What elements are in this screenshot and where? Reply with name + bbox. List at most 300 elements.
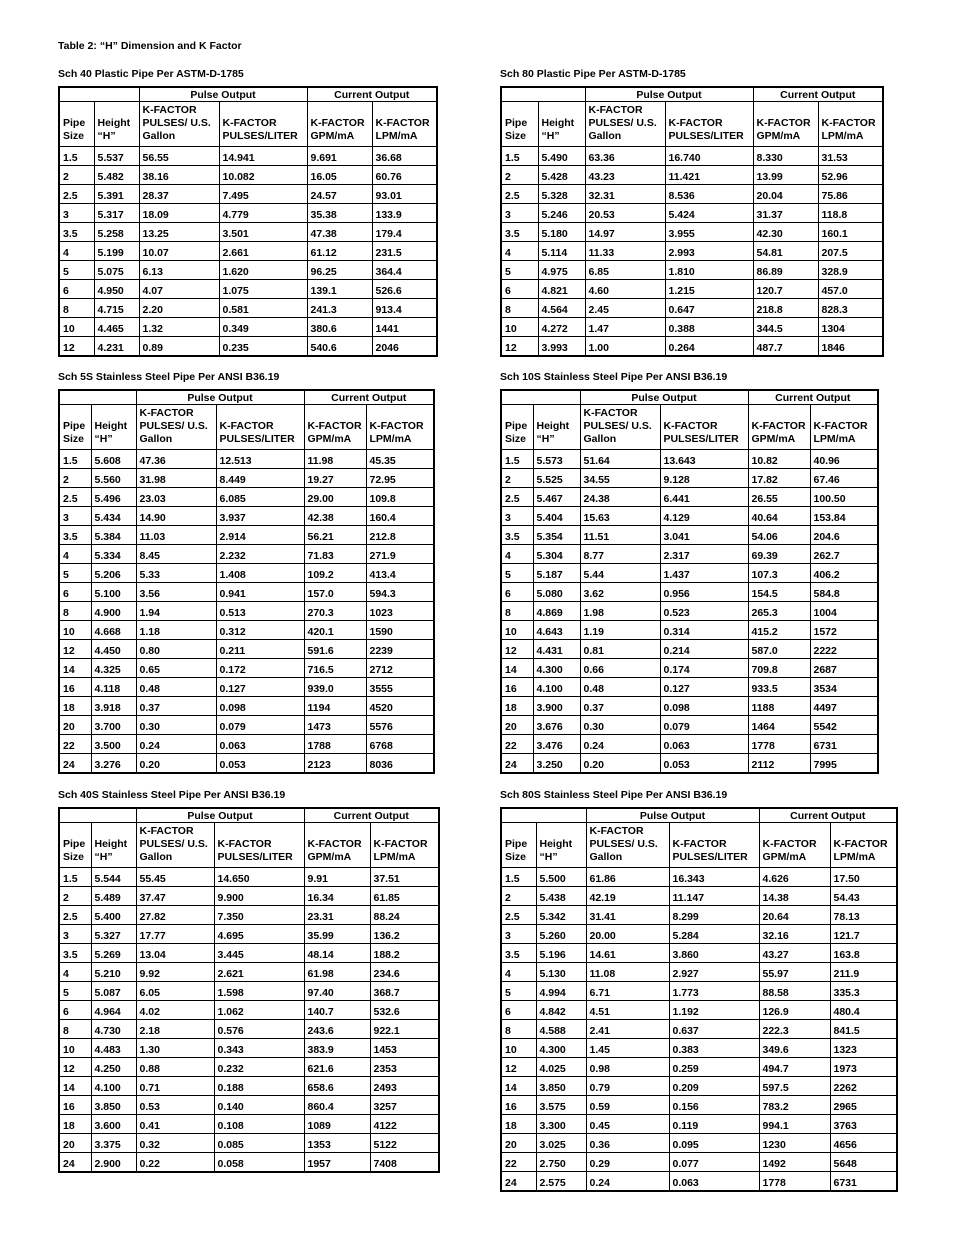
table-cell: 19.27	[304, 469, 366, 488]
table-cell: 24	[501, 1172, 536, 1192]
table-cell: 3	[501, 925, 536, 944]
table-cell: 4.450	[91, 640, 136, 659]
table-cell: 1.810	[665, 261, 753, 280]
table-cell: 20	[501, 1134, 536, 1153]
table-cell: 12	[59, 1058, 91, 1077]
table-cell: 20.00	[586, 925, 669, 944]
table-cell: 12.513	[216, 450, 304, 469]
header-line: GPM/mA	[756, 130, 801, 142]
table-cell: 1.19	[580, 621, 660, 640]
table-row	[501, 1001, 897, 1020]
table-block-sch40s-steel	[58, 789, 440, 1173]
table-cell: 0.343	[214, 1039, 304, 1058]
column-header-row	[59, 823, 439, 868]
table-cell: 20.64	[759, 906, 830, 925]
table-cell: 1973	[830, 1058, 897, 1077]
table-cell: 120.7	[753, 280, 818, 299]
table-cell: 4520	[366, 697, 434, 716]
table-cell: 262.7	[810, 545, 878, 564]
table-cell: 2123	[304, 754, 366, 774]
table-cell: 2712	[366, 659, 434, 678]
table-row	[501, 488, 878, 507]
table-cell: 335.3	[830, 982, 897, 1001]
table-cell: 1230	[759, 1134, 830, 1153]
table-cell: 6	[59, 1001, 91, 1020]
table-cell: 2.45	[585, 299, 665, 318]
header-line: K-FACTOR	[369, 420, 424, 432]
table-cell: 35.99	[304, 925, 370, 944]
table-cell: 1.437	[660, 564, 748, 583]
table-cell: 5.328	[538, 185, 585, 204]
table-cell: 1778	[759, 1172, 830, 1192]
table-cell: 271.9	[366, 545, 434, 564]
table-cell: 0.235	[219, 337, 307, 357]
table-row	[501, 982, 897, 1001]
table-cell: 4.431	[533, 640, 580, 659]
header-line: K-FACTOR	[762, 838, 817, 850]
table-cell: 1.32	[139, 318, 219, 337]
table-cell: 13.99	[753, 166, 818, 185]
table-cell: 56.21	[304, 526, 366, 545]
table-cell: 709.8	[748, 659, 810, 678]
table-cell: 0.956	[660, 583, 748, 602]
table-cell: 118.8	[818, 204, 883, 223]
table-cell: 47.36	[136, 450, 216, 469]
table-cell: 0.647	[665, 299, 753, 318]
table-cell: 10.07	[139, 242, 219, 261]
header-line: GPM/mA	[762, 851, 807, 863]
table-cell: 2.20	[139, 299, 219, 318]
table-cell: 6	[59, 583, 91, 602]
header-line: K-FACTOR	[222, 117, 277, 129]
table-cell: 5.304	[533, 545, 580, 564]
table-cell: 3.250	[533, 754, 580, 774]
k-factor-gpm-header	[304, 405, 366, 450]
table-cell: 0.24	[586, 1172, 669, 1192]
k-factor-lpm-header	[366, 405, 434, 450]
header-line: Gallon	[583, 433, 617, 445]
table-cell: 0.81	[580, 640, 660, 659]
table-cell: 0.214	[660, 640, 748, 659]
header-line: LPM/mA	[821, 130, 864, 142]
table-cell: 5.400	[91, 906, 136, 925]
table-cell: 1353	[304, 1134, 370, 1153]
table-cell: 93.01	[372, 185, 437, 204]
table-cell: 75.86	[818, 185, 883, 204]
table-row	[59, 1115, 439, 1134]
table-cell: 6.71	[586, 982, 669, 1001]
header-line: PULSES/ U.S.	[589, 838, 658, 850]
table-cell: 1.773	[669, 982, 759, 1001]
header-line: PULSES/ U.S.	[583, 420, 652, 432]
table-row	[59, 147, 437, 166]
table-cell: 328.9	[818, 261, 883, 280]
table-cell: 11.421	[665, 166, 753, 185]
table-cell: 121.7	[830, 925, 897, 944]
table-cell: 71.83	[304, 545, 366, 564]
table-cell: 2.41	[586, 1020, 669, 1039]
table-cell: 349.6	[759, 1039, 830, 1058]
table-row	[501, 735, 878, 754]
table-cell: 783.2	[759, 1096, 830, 1115]
table-row	[501, 621, 878, 640]
table-cell: 16	[59, 1096, 91, 1115]
header-line: Pipe	[63, 838, 86, 850]
header-line: PULSES/LITER	[663, 433, 739, 445]
table-cell: 8036	[366, 754, 434, 774]
table-cell: 5.489	[91, 887, 136, 906]
table-cell: 2.575	[536, 1172, 586, 1192]
table-row	[501, 1172, 897, 1192]
table-cell: 0.077	[669, 1153, 759, 1172]
table-row	[59, 1077, 439, 1096]
table-cell: 5.467	[533, 488, 580, 507]
table-cell: 0.98	[586, 1058, 669, 1077]
table-cell: 13.25	[139, 223, 219, 242]
table-cell: 61.86	[586, 868, 669, 887]
table-cell: 5.482	[94, 166, 139, 185]
table-cell: 0.53	[136, 1096, 214, 1115]
k-factor-gallon-header	[580, 405, 660, 450]
table-row	[59, 564, 434, 583]
table-cell: 20.53	[585, 204, 665, 223]
table-cell: 4	[59, 242, 94, 261]
table-cell: 20	[59, 1134, 91, 1153]
table-cell: 24	[59, 754, 91, 774]
table-cell: 24.38	[580, 488, 660, 507]
header-line: Height	[536, 420, 570, 432]
table-cell: 36.68	[372, 147, 437, 166]
table-cell: 5.196	[536, 944, 586, 963]
table-cell: 2	[501, 887, 536, 906]
table-cell: 0.053	[216, 754, 304, 774]
table-cell: 5.608	[91, 450, 136, 469]
pipe-size-header	[59, 405, 91, 450]
table-cell: 5	[59, 261, 94, 280]
table-cell: 88.24	[370, 906, 439, 925]
table-cell: 14.38	[759, 887, 830, 906]
table-cell: 17.82	[748, 469, 810, 488]
header-line: Pipe	[63, 117, 86, 129]
table-row	[501, 1153, 897, 1172]
table-cell: 5.560	[91, 469, 136, 488]
table-cell: 0.29	[586, 1153, 669, 1172]
table-cell: 109.2	[304, 564, 366, 583]
k-factor-liter-header	[214, 823, 304, 868]
table-cell: 2	[501, 166, 538, 185]
pipe-size-header	[59, 823, 91, 868]
table-cell: 8	[59, 299, 94, 318]
table-cell: 1.5	[501, 868, 536, 887]
header-line: PULSES/LITER	[672, 851, 748, 863]
table-row	[501, 223, 883, 242]
table-row	[59, 337, 437, 357]
table-cell: 29.00	[304, 488, 366, 507]
table-cell: 591.6	[304, 640, 366, 659]
table-cell: 211.9	[830, 963, 897, 982]
height-header	[91, 823, 136, 868]
table-cell: 0.058	[214, 1153, 304, 1173]
table-cell: 31.98	[136, 469, 216, 488]
table-cell: 8	[59, 1020, 91, 1039]
pipe-size-header	[501, 405, 533, 450]
table-cell: 3	[59, 204, 94, 223]
k-factor-table	[58, 86, 438, 357]
table-cell: 4.100	[533, 678, 580, 697]
table-cell: 0.71	[136, 1077, 214, 1096]
table-block-sch80-plastic	[500, 68, 884, 357]
table-cell: 716.5	[304, 659, 366, 678]
table-cell: 0.36	[586, 1134, 669, 1153]
table-cell: 55.45	[136, 868, 214, 887]
k-factor-gpm-header	[307, 102, 372, 147]
table-cell: 364.4	[372, 261, 437, 280]
table-row	[501, 280, 883, 299]
table-cell: 2.5	[59, 906, 91, 925]
table-cell: 587.0	[748, 640, 810, 659]
table-cell: 1.30	[136, 1039, 214, 1058]
table-cell: 0.174	[660, 659, 748, 678]
group-header-row	[501, 390, 878, 405]
table-cell: 42.19	[586, 887, 669, 906]
table-cell: 1023	[366, 602, 434, 621]
table-cell: 4.626	[759, 868, 830, 887]
table-cell: 13.643	[660, 450, 748, 469]
pulse-output-header: Pulse Output	[585, 87, 753, 102]
table-cell: 2.750	[536, 1153, 586, 1172]
table-cell: 4.643	[533, 621, 580, 640]
table-cell: 5.500	[536, 868, 586, 887]
table-cell: 8.449	[216, 469, 304, 488]
table-block-sch10s-steel	[500, 371, 879, 774]
table-row	[501, 318, 883, 337]
table-cell: 32.16	[759, 925, 830, 944]
current-output-header: Current Output	[307, 87, 437, 102]
header-line: PULSES/LITER	[219, 433, 295, 445]
table-cell: 10	[59, 1039, 91, 1058]
current-output-header: Current Output	[304, 390, 434, 405]
table-cell: 2239	[366, 640, 434, 659]
table-cell: 4.964	[91, 1001, 136, 1020]
table-cell: 0.349	[219, 318, 307, 337]
header-line: Size	[63, 130, 85, 142]
table-cell: 14.650	[214, 868, 304, 887]
table-cell: 207.5	[818, 242, 883, 261]
table-cell: 11.08	[586, 963, 669, 982]
table-cell: 23.31	[304, 906, 370, 925]
table-cell: 1590	[366, 621, 434, 640]
table-cell: 40.64	[748, 507, 810, 526]
table-cell: 540.6	[307, 337, 372, 357]
table-cell: 4.465	[94, 318, 139, 337]
header-line: PULSES/ U.S.	[588, 117, 657, 129]
table-cell: 3.860	[669, 944, 759, 963]
table-cell: 5.490	[538, 147, 585, 166]
table-cell: 136.2	[370, 925, 439, 944]
table-cell: 45.35	[366, 450, 434, 469]
table-cell: 3.900	[533, 697, 580, 716]
table-cell: 14	[501, 1077, 536, 1096]
table-cell: 8.536	[665, 185, 753, 204]
table-cell: 6	[59, 280, 94, 299]
table-cell: 18.09	[139, 204, 219, 223]
table-cell: 7408	[370, 1153, 439, 1173]
table-cell: 0.108	[214, 1115, 304, 1134]
table-cell: 5.44	[580, 564, 660, 583]
table-cell: 5.199	[94, 242, 139, 261]
table-row	[59, 450, 434, 469]
table-row	[59, 223, 437, 242]
table-cell: 27.82	[136, 906, 214, 925]
table-row	[59, 185, 437, 204]
group-header-blank	[59, 808, 136, 823]
table-cell: 1441	[372, 318, 437, 337]
table-row	[59, 925, 439, 944]
table-cell: 5.384	[91, 526, 136, 545]
table-row	[501, 1077, 897, 1096]
table-cell: 1.94	[136, 602, 216, 621]
table-cell: 86.89	[753, 261, 818, 280]
table-cell: 5.438	[536, 887, 586, 906]
table-cell: 5.317	[94, 204, 139, 223]
header-line: K-FACTOR	[310, 117, 365, 129]
table-cell: 1464	[748, 716, 810, 735]
header-line: GPM/mA	[307, 851, 352, 863]
table-cell: 0.22	[136, 1153, 214, 1173]
table-row	[501, 583, 878, 602]
table-row	[59, 735, 434, 754]
table-cell: 0.45	[586, 1115, 669, 1134]
table-cell: 8	[501, 1020, 536, 1039]
table-cell: 0.30	[136, 716, 216, 735]
table-cell: 3.918	[91, 697, 136, 716]
table-cell: 0.079	[216, 716, 304, 735]
table-cell: 5.391	[94, 185, 139, 204]
header-line: Gallon	[588, 130, 622, 142]
table-cell: 5.573	[533, 450, 580, 469]
table-cell: 1.00	[585, 337, 665, 357]
table-cell: 0.41	[136, 1115, 214, 1134]
table-row	[501, 545, 878, 564]
header-line: PULSES/LITER	[668, 130, 744, 142]
table-cell: 15.63	[580, 507, 660, 526]
table-row	[501, 507, 878, 526]
table-cell: 3	[501, 204, 538, 223]
table-cell: 5.080	[533, 583, 580, 602]
table-row	[59, 166, 437, 185]
table-cell: 14.97	[585, 223, 665, 242]
table-cell: 1.408	[216, 564, 304, 583]
table-cell: 5.525	[533, 469, 580, 488]
table-cell: 4.588	[536, 1020, 586, 1039]
table-cell: 0.383	[669, 1039, 759, 1058]
table-row	[501, 602, 878, 621]
table-cell: 368.7	[370, 982, 439, 1001]
table-cell: 4	[59, 963, 91, 982]
table-caption: Sch 40S Stainless Steel Pipe Per ANSI B36.19	[58, 789, 286, 801]
table-cell: 16.343	[669, 868, 759, 887]
table-row	[501, 299, 883, 318]
table-cell: 5.496	[91, 488, 136, 507]
table-cell: 270.3	[304, 602, 366, 621]
table-cell: 14.90	[136, 507, 216, 526]
table-cell: 2.993	[665, 242, 753, 261]
table-cell: 4.695	[214, 925, 304, 944]
table-cell: 38.16	[139, 166, 219, 185]
height-header	[538, 102, 585, 147]
k-factor-gpm-header	[748, 405, 810, 450]
table-cell: 3.5	[59, 526, 91, 545]
header-line: PULSES/LITER	[222, 130, 298, 142]
table-row	[59, 621, 434, 640]
table-cell: 5.342	[536, 906, 586, 925]
table-cell: 922.1	[370, 1020, 439, 1039]
table-cell: 160.4	[366, 507, 434, 526]
table-cell: 9.900	[214, 887, 304, 906]
table-cell: 5.404	[533, 507, 580, 526]
header-line: GPM/mA	[751, 433, 796, 445]
table-cell: 3.375	[91, 1134, 136, 1153]
current-output-header: Current Output	[753, 87, 883, 102]
table-cell: 5.284	[669, 925, 759, 944]
table-row	[501, 906, 897, 925]
header-line: PULSES/ U.S.	[139, 420, 208, 432]
table-cell: 31.41	[586, 906, 669, 925]
table-row	[501, 697, 878, 716]
table-cell: 0.79	[586, 1077, 669, 1096]
table-cell: 0.098	[660, 697, 748, 716]
table-cell: 994.1	[759, 1115, 830, 1134]
table-cell: 3257	[370, 1096, 439, 1115]
table-cell: 0.085	[214, 1134, 304, 1153]
table-cell: 22	[501, 1153, 536, 1172]
table-cell: 265.3	[748, 602, 810, 621]
table-caption: Sch 10S Stainless Steel Pipe Per ANSI B36.19	[500, 371, 728, 383]
table-cell: 1.5	[59, 147, 94, 166]
pipe-size-header	[501, 823, 536, 868]
table-cell: 8	[59, 602, 91, 621]
table-cell: 157.0	[304, 583, 366, 602]
table-cell: 5.258	[94, 223, 139, 242]
table-cell: 1323	[830, 1039, 897, 1058]
table-cell: 3555	[366, 678, 434, 697]
table-row	[59, 906, 439, 925]
table-cell: 1.5	[501, 147, 538, 166]
table-cell: 658.6	[304, 1077, 370, 1096]
table-cell: 3	[59, 925, 91, 944]
header-line: Gallon	[139, 433, 173, 445]
table-cell: 5.210	[91, 963, 136, 982]
table-cell: 54.81	[753, 242, 818, 261]
table-cell: 5.075	[94, 261, 139, 280]
table-cell: 0.095	[669, 1134, 759, 1153]
table-cell: 939.0	[304, 678, 366, 697]
k-factor-gallon-header	[136, 405, 216, 450]
table-cell: 16	[501, 678, 533, 697]
table-cell: 6.085	[216, 488, 304, 507]
table-cell: 4	[501, 242, 538, 261]
table-cell: 6.05	[136, 982, 214, 1001]
table-cell: 2	[59, 166, 94, 185]
table-cell: 3.276	[91, 754, 136, 774]
table-cell: 2.5	[59, 185, 94, 204]
table-cell: 5.114	[538, 242, 585, 261]
header-line: K-FACTOR	[219, 420, 274, 432]
table-row	[59, 299, 437, 318]
table-cell: 9.91	[304, 868, 370, 887]
table-cell: 0.37	[580, 697, 660, 716]
table-cell: 2353	[370, 1058, 439, 1077]
